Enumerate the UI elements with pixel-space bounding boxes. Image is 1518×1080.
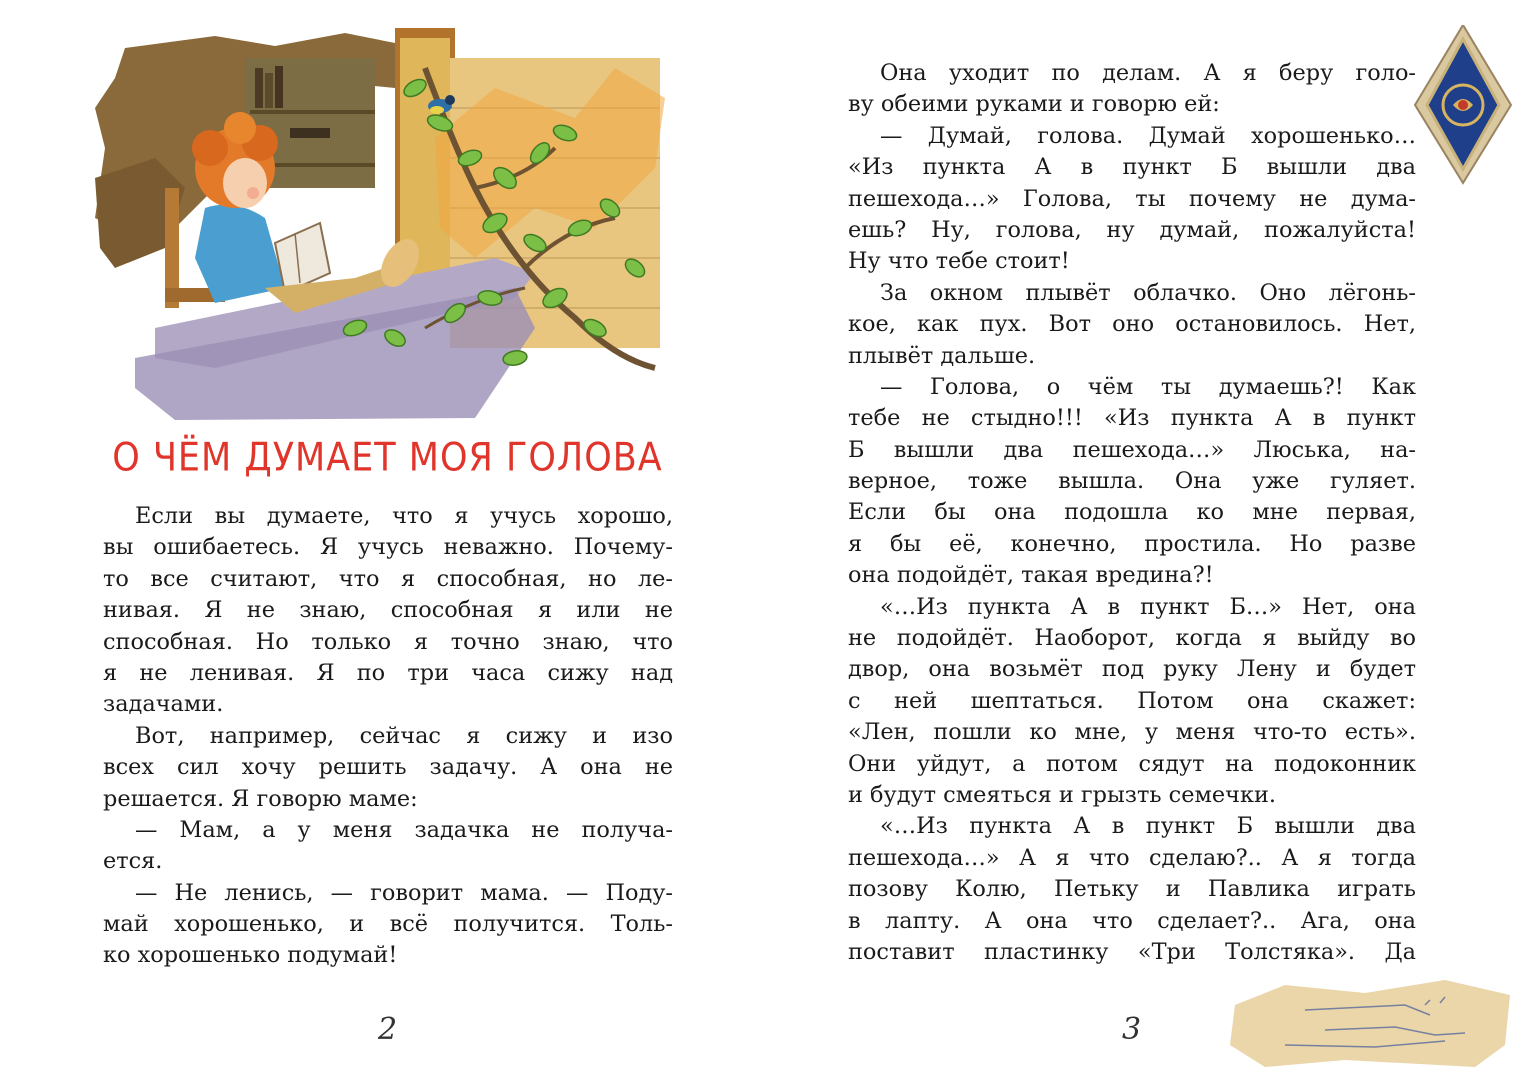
text-line: Б вышли два пешехода…» Люська, на- — [848, 436, 1416, 463]
text-line: — Мам, а у меня задачка не получа- — [135, 816, 673, 843]
text-line: Если вы думаете, что я учусь хорошо, — [135, 503, 673, 529]
text-line: я бы её, конечно, простила. Но разве — [848, 530, 1416, 557]
text-line: решается. Я говорю маме: — [103, 785, 418, 812]
text-line: пешехода…» А я что сделаю?.. А я тогда — [848, 844, 1416, 871]
text-line: всех сил хочу решить задачу. А она не — [103, 754, 673, 781]
text-line: — Голова, о чём ты думаешь?! Как — [880, 373, 1416, 400]
text-line: «Лен, пошли ко мне, у меня что-то есть». — [848, 719, 1416, 746]
text-line: ко хорошенько подумай! — [103, 942, 398, 969]
right-page-text — [848, 58, 1416, 968]
text-line: и будут смеяться и грызть семечки. — [848, 781, 1276, 808]
text-line: двор, она возьмёт под руку Лену и будет — [848, 656, 1416, 683]
chapter-title: О ЧЁМ ДУМАЕТ МОЯ ГОЛОВА — [112, 435, 663, 481]
text-line: нивая. Я не знаю, способная я или не — [103, 597, 673, 624]
page-number: 2 — [378, 1012, 398, 1047]
text-line: я не ленивая. Я по три часа сижу над — [103, 659, 673, 686]
girl-reading-at-window-illustration — [95, 28, 675, 420]
text-line: «…Из пункта А в пункт Б…» Нет, она — [880, 593, 1416, 620]
text-line: Ну что тебе стоит! — [848, 248, 1070, 275]
text-line: позову Колю, Петьку и Павлика играть — [848, 876, 1416, 903]
text-line: Она уходит по делам. А я беру голо- — [880, 60, 1416, 86]
page-number: 3 — [1122, 1012, 1142, 1047]
text-line: способная. Но только я точно знаю, что — [103, 628, 673, 655]
text-line: май хорошенько, и всё получится. Толь- — [103, 911, 673, 938]
text-line: то все считают, что я способная, но ле- — [103, 565, 673, 592]
text-line: кое, как пух. Вот оно остановилось. Нет, — [848, 311, 1416, 338]
text-line: ешь? Ну, голова, ну думай, пожалуйста! — [848, 216, 1416, 243]
text-line: За окном плывёт облачко. Оно лёгонь- — [880, 279, 1416, 306]
text-line: не подойдёт. Наоборот, когда я выйду во — [848, 625, 1416, 652]
text-line: с ней шептаться. Потом она скажет: — [848, 687, 1416, 714]
text-line: верное, тоже вышла. Она уже гуляет. — [848, 468, 1416, 495]
paper-note-scrap — [1225, 975, 1515, 1070]
text-line: ется. — [103, 848, 163, 875]
text-line: — Думай, голова. Думай хорошенько… — [880, 122, 1416, 149]
text-line: — Не ленись, — говорит мама. — Поду- — [135, 879, 673, 906]
text-line: «Из пункта А в пункт Б вышли два — [848, 154, 1416, 181]
text-line: Вот, например, сейчас я сижу и изо — [135, 722, 673, 749]
text-line: Они уйдут, а потом сядут на подоконник — [848, 750, 1416, 777]
text-line: Если бы она подошла ко мне первая, — [848, 499, 1416, 526]
text-line: «…Из пункта А в пункт Б вышли два — [880, 813, 1416, 840]
text-line: поставит пластинку «Три Толстяка». Да — [848, 938, 1416, 965]
pioneer-badge-icon — [1413, 25, 1513, 185]
text-line: тебе не стыдно!!! «Из пункта А в пункт — [848, 405, 1416, 432]
text-line: задачами. — [103, 691, 224, 718]
text-line: в лапту. А она что сделает?.. Ага, она — [848, 907, 1416, 934]
text-line: она подойдёт, такая вредина?! — [848, 562, 1214, 589]
text-line: пешехода…» Голова, ты почему не дума- — [848, 185, 1416, 212]
left-page-text — [103, 501, 673, 972]
text-line: ву обеими руками и говорю ей: — [848, 91, 1220, 118]
text-line: вы ошибаетесь. Я учусь неважно. Почему- — [103, 534, 673, 561]
text-line: плывёт дальше. — [848, 342, 1036, 369]
